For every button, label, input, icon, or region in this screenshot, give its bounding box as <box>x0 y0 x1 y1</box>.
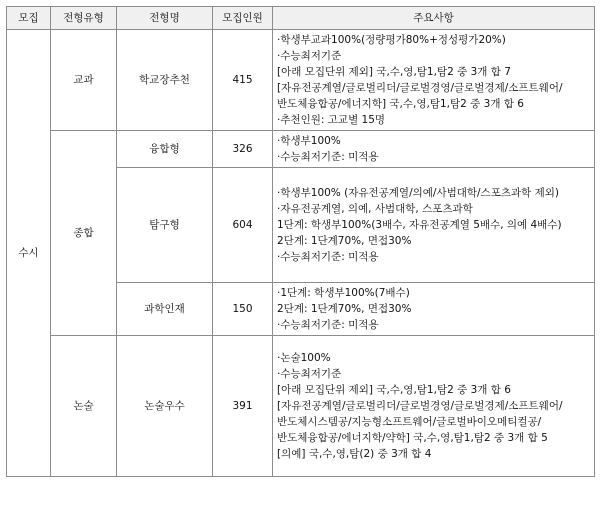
note-line: 1단계: 학생부100%(3배수, 자유전공계열 5배수, 의예 4배수) <box>277 219 562 231</box>
table-row <box>7 30 595 131</box>
note-line: [자유전공계열/글로벌리더/글로벌경영/글로벌경제/소프트웨어/반도체시스템공/지능형소프트웨어/글로벌바이오메티컬공/반도체융합공/에너지학/약학] 국,수,영,탐1,탐2 중 3개 합 5 <box>277 400 563 444</box>
note-line: [아래 모집단위 제외] 국,수,영,탐1,탐2 중 3개 합 6 <box>277 384 511 396</box>
note-line: ·추천인원: 고교별 15명 <box>277 114 386 126</box>
header-name: 전형명 <box>117 7 213 30</box>
name-cell: 논술우수 <box>117 336 213 477</box>
type-cell: 교과 <box>51 30 117 131</box>
table-row <box>7 131 595 168</box>
note-line: ·논술100% <box>277 352 331 364</box>
note-line: [자유전공계열/글로벌리더/글로벌경영/글로벌경제/소프트웨어/반도체융합공/에너지학] 국,수,영,탐1,탐2 중 3개 합 6 <box>277 82 563 110</box>
count-cell: 604 <box>213 168 273 283</box>
count-cell: 391 <box>213 336 273 477</box>
note-line: ·학생부100% (자유전공계열/의예/사범대학/스포츠과학 제외) <box>277 187 559 199</box>
header-notes: 주요사항 <box>273 7 595 30</box>
count-cell: 150 <box>213 283 273 336</box>
note-line: [의예] 국,수,영,탐(2) 중 3개 합 4 <box>277 448 432 460</box>
note-line: ·학생부100% <box>277 135 341 147</box>
note-line: [아래 모집단위 제외] 국,수,영,탐1,탐2 중 3개 합 7 <box>277 66 511 78</box>
name-cell: 융합형 <box>117 131 213 168</box>
admissions-table <box>6 6 595 477</box>
note-line: ·학생부교과100%(정량평가80%+정성평가20%) <box>277 34 506 46</box>
note-line: ·1단계: 학생부100%(7배수) <box>277 287 410 299</box>
name-cell: 학교장추천 <box>117 30 213 131</box>
note-line: 2단계: 1단계70%, 면접30% <box>277 303 412 315</box>
header-count: 모집인원 <box>213 7 273 30</box>
header-row <box>7 7 595 30</box>
type-cell: 종합 <box>51 131 117 336</box>
notes-cell <box>273 283 595 336</box>
note-line: ·자유전공계열, 의예, 사범대학, 스포츠과학 <box>277 203 473 215</box>
count-cell: 326 <box>213 131 273 168</box>
header-recruit: 모집 <box>7 7 51 30</box>
notes-cell <box>273 168 595 283</box>
notes-cell <box>273 131 595 168</box>
note-line: ·수능최저기준: 미적용 <box>277 319 379 331</box>
note-line: ·수능최저기준 <box>277 368 342 380</box>
note-line: ·수능최저기준: 미적용 <box>277 251 379 263</box>
header-type: 전형유형 <box>51 7 117 30</box>
recruit-cell: 수시 <box>7 30 51 477</box>
note-line: ·수능최저기준: 미적용 <box>277 151 379 163</box>
notes-cell <box>273 30 595 131</box>
note-line: ·수능최저기준 <box>277 50 342 62</box>
type-cell: 논술 <box>51 336 117 477</box>
notes-cell <box>273 336 595 477</box>
table-row <box>7 336 595 477</box>
count-cell: 415 <box>213 30 273 131</box>
name-cell: 탐구형 <box>117 168 213 283</box>
name-cell: 과학인재 <box>117 283 213 336</box>
note-line: 2단계: 1단계70%, 면접30% <box>277 235 412 247</box>
